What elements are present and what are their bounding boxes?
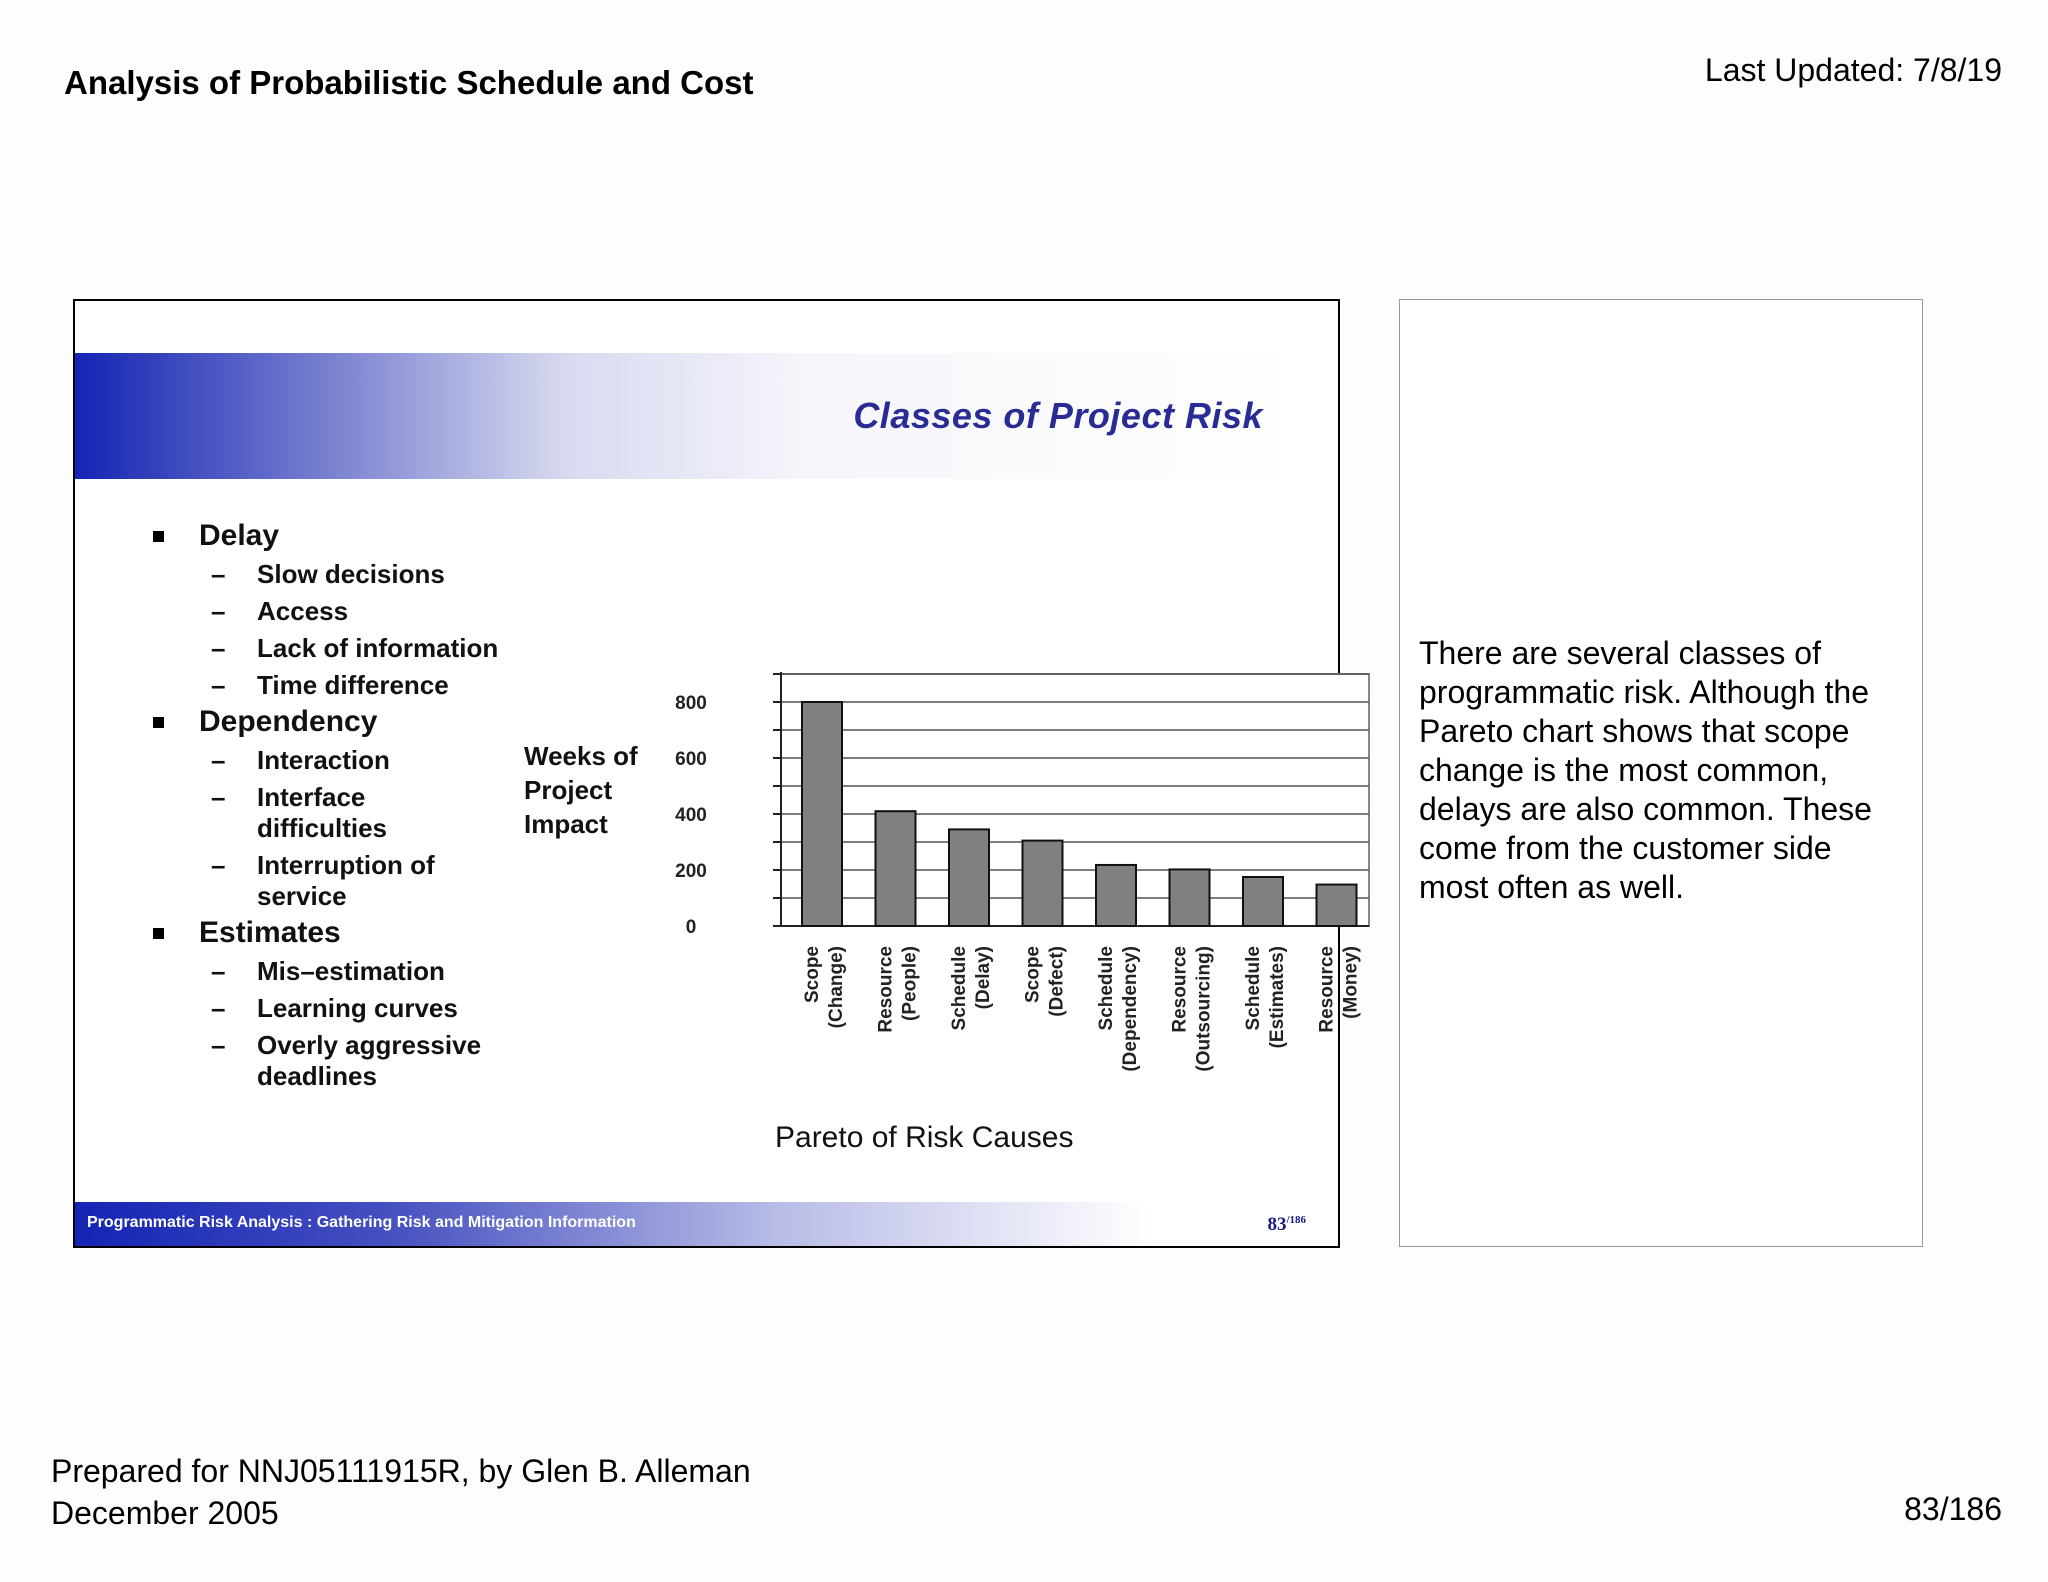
x-tick-label: (People) xyxy=(899,946,921,1021)
slide-title: Classes of Project Risk xyxy=(853,395,1263,436)
bar xyxy=(1243,877,1283,926)
x-tick-label: (Money) xyxy=(1340,946,1362,1019)
slide-page-number: $83^{/186}$ xyxy=(1267,1214,1306,1235)
chart-y-axis-title: Weeks of Project Impact xyxy=(524,741,638,839)
page-number: 83/186 xyxy=(1904,1491,2002,1527)
sub-bullet-item: – Access xyxy=(211,596,349,626)
slide-image xyxy=(73,299,1362,1248)
x-tick-label: Scope xyxy=(802,946,823,1004)
bar xyxy=(1096,865,1136,926)
sub-bullet-item: – Interruption of service xyxy=(211,850,435,911)
x-tick-label: (Outsourcing) xyxy=(1193,946,1215,1072)
bar xyxy=(876,811,916,926)
bullet-item: Estimates xyxy=(153,916,553,950)
sub-bullet-item: – Time difference xyxy=(211,670,449,700)
x-tick-label: (Change) xyxy=(826,946,847,1029)
slide-footer-bar xyxy=(75,1202,1338,1246)
bar xyxy=(949,829,989,926)
x-tick-label: Resource xyxy=(1169,946,1191,1033)
x-tick-label: Schedule xyxy=(949,946,970,1031)
x-tick-label: (Delay) xyxy=(973,946,994,1010)
sub-bullet-item: – Overly aggressive deadlines xyxy=(211,1030,482,1091)
prepared-by xyxy=(51,1450,751,1534)
bar xyxy=(802,702,842,926)
x-tick-label: (Defect) xyxy=(1046,946,1068,1017)
sub-bullet-item: – Slow decisions xyxy=(211,559,445,589)
sub-bullet-item: – Lack of information xyxy=(211,633,499,663)
x-tick-label: Schedule xyxy=(1243,946,1264,1031)
sub-bullet-item: – Interface difficulties xyxy=(211,782,388,843)
bar xyxy=(1023,841,1063,926)
bar xyxy=(1317,885,1357,926)
pareto-chart xyxy=(75,301,1362,1246)
x-tick-label: Resource xyxy=(1316,946,1338,1033)
chart-title: Pareto of Risk Causes xyxy=(775,1121,1074,1154)
x-tick-label: (Estimates) xyxy=(1267,946,1288,1049)
y-tick-label: 600 xyxy=(675,749,707,770)
sub-bullet-item: – Mis–estimation xyxy=(211,956,445,986)
prepared-date: December 2005 xyxy=(51,1495,279,1531)
bar xyxy=(1170,869,1210,926)
x-tick-label: Scope xyxy=(1022,946,1044,1004)
document-title: Analysis of Probabilistic Schedule and Cost xyxy=(64,64,754,101)
last-updated: Last Updated: 7/8/19 xyxy=(1704,52,2002,88)
sub-bullet-item: – Interaction xyxy=(211,745,390,775)
sub-bullet-item: – Learning curves xyxy=(211,993,458,1023)
x-tick-label: Schedule xyxy=(1096,946,1117,1031)
y-tick-label: 400 xyxy=(675,805,707,826)
x-tick-label: Resource xyxy=(875,946,897,1033)
prepared-line: Prepared for NNJ05111915R, by Glen B. Alleman xyxy=(51,1453,751,1489)
x-tick-label: (Dependency) xyxy=(1120,946,1141,1072)
bullet-item: Delay xyxy=(153,519,553,553)
bullet-item: Dependency xyxy=(153,705,553,739)
y-tick-label: 200 xyxy=(675,861,707,882)
notes-panel xyxy=(1399,299,1923,1247)
slide-footer-text: Programmatic Risk Analysis : Gathering Risk and Mitigation Information xyxy=(87,1214,636,1231)
y-tick-label: 0 xyxy=(685,917,697,938)
notes-text: There are several classes of programmatic risk. Although the Pareto chart shows that scope change is the most common, delays are also common. These come from the customer side most often as well. xyxy=(1419,635,1872,905)
y-tick-label: 800 xyxy=(675,693,707,714)
